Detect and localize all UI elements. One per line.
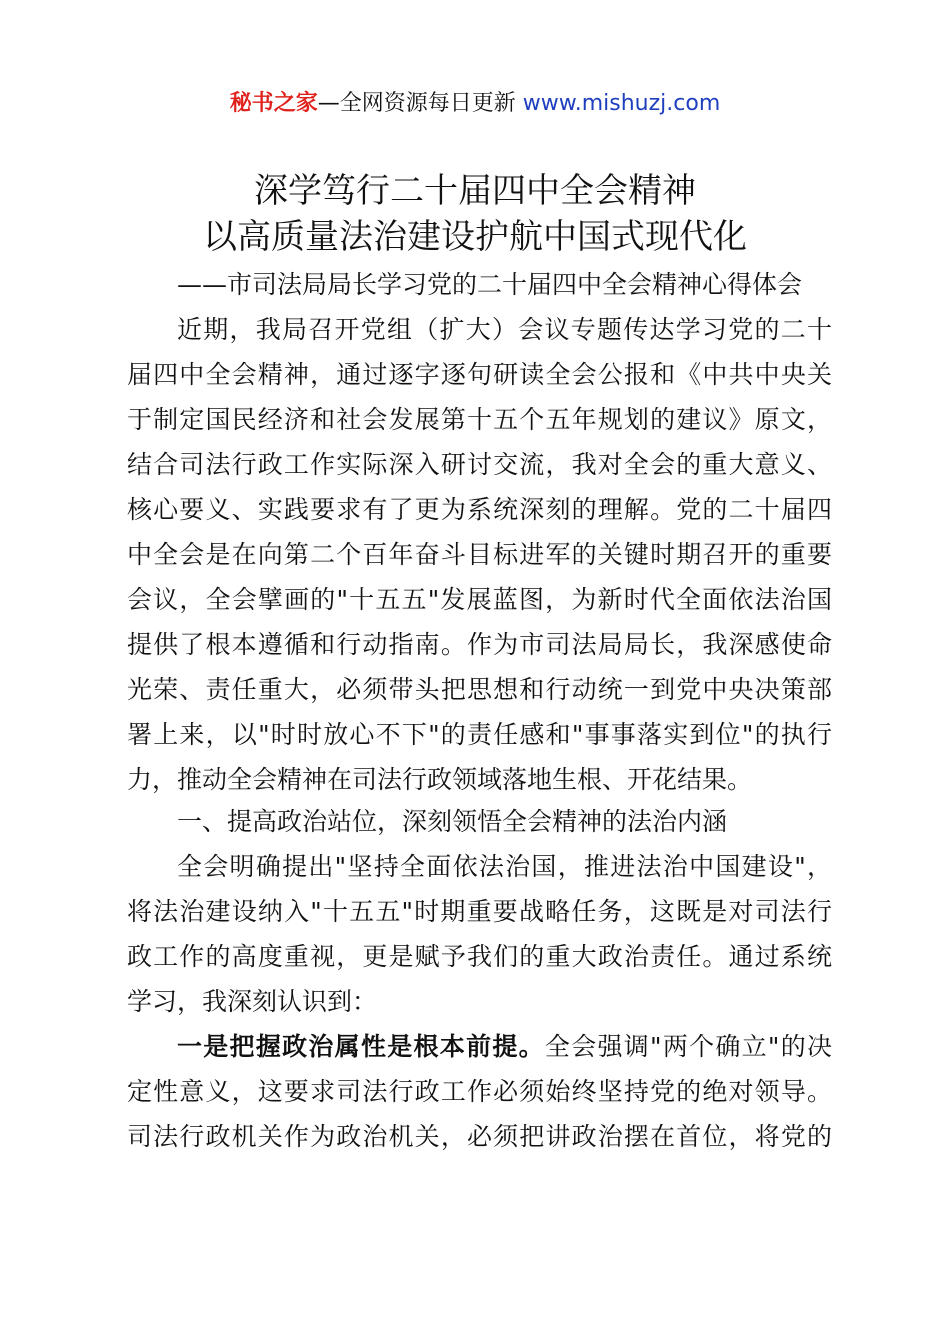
document-title-line-1: 深学笃行二十届四中全会精神: [254, 171, 696, 211]
site-header: [0, 88, 950, 120]
paragraph-line: 届四中全会精神，通过逐字逐句研读全会公报和《中共中央关: [127, 360, 832, 389]
paragraph-line: 司法行政机关作为政治机关，必须把讲政治摆在首位，将党的: [127, 1122, 832, 1151]
paragraph-line: 核心要义、实践要求有了更为系统深刻的理解。党的二十届四: [127, 495, 832, 524]
paragraph-line: 定性意义，这要求司法行政工作必须始终坚持党的绝对领导。: [127, 1077, 832, 1106]
paragraph-line: 学习，我深刻认识到：: [127, 987, 378, 1016]
paragraph-line: 政工作的高度重视，更是赋予我们的重大政治责任。通过系统: [127, 942, 832, 971]
paragraph-line: 光荣、责任重大，必须带头把思想和行动统一到党中央决策部: [127, 675, 832, 704]
paragraph-line: 力，推动全会精神在司法行政领域落地生根、开花结果。: [127, 765, 753, 794]
point-one-heading: 一是把握政治属性是根本前提。: [177, 1032, 545, 1061]
paragraph-line: [177, 1030, 832, 1064]
paragraph-line: 提供了根本遵循和行动指南。作为市司法局局长，我深感使命: [127, 630, 832, 659]
section-heading-1: 一、提高政治站位，深刻领悟全会精神的法治内涵: [177, 807, 728, 836]
paragraph-line: 署上来，以"时时放心不下"的责任感和"事事落实到位"的执行: [127, 720, 832, 749]
paragraph-line: 结合司法行政工作实际深入研讨交流，我对全会的重大意义、: [127, 450, 832, 479]
paragraph-line: 全会明确提出"坚持全面依法治国，推进法治中国建设"，: [177, 852, 832, 881]
paragraph-line: 将法治建设纳入"十五五"时期重要战略任务，这既是对司法行: [127, 897, 832, 926]
paragraph-line: 于制定国民经济和社会发展第十五个五年规划的建议》原文，: [127, 405, 832, 434]
point-one-text: 全会强调"两个确立"的决: [544, 1032, 832, 1061]
header-tagline: —全网资源每日更新: [317, 91, 523, 116]
paragraph-line: 中全会是在向第二个百年奋斗目标进军的关键时期召开的重要: [127, 540, 832, 569]
site-url-link[interactable]: www.mishuzj.com: [522, 91, 721, 116]
brand-name: 秘书之家: [229, 91, 318, 116]
paragraph-line: 会议，全会擘画的"十五五"发展蓝图，为新时代全面依法治国: [127, 585, 832, 614]
document-subtitle: ——市司法局局长学习党的二十届四中全会精神心得体会: [177, 270, 803, 299]
document-title-line-2: 以高质量法治建设护航中国式现代化: [203, 217, 747, 257]
paragraph-line: 近期，我局召开党组（扩大）会议专题传达学习党的二十: [177, 315, 832, 344]
